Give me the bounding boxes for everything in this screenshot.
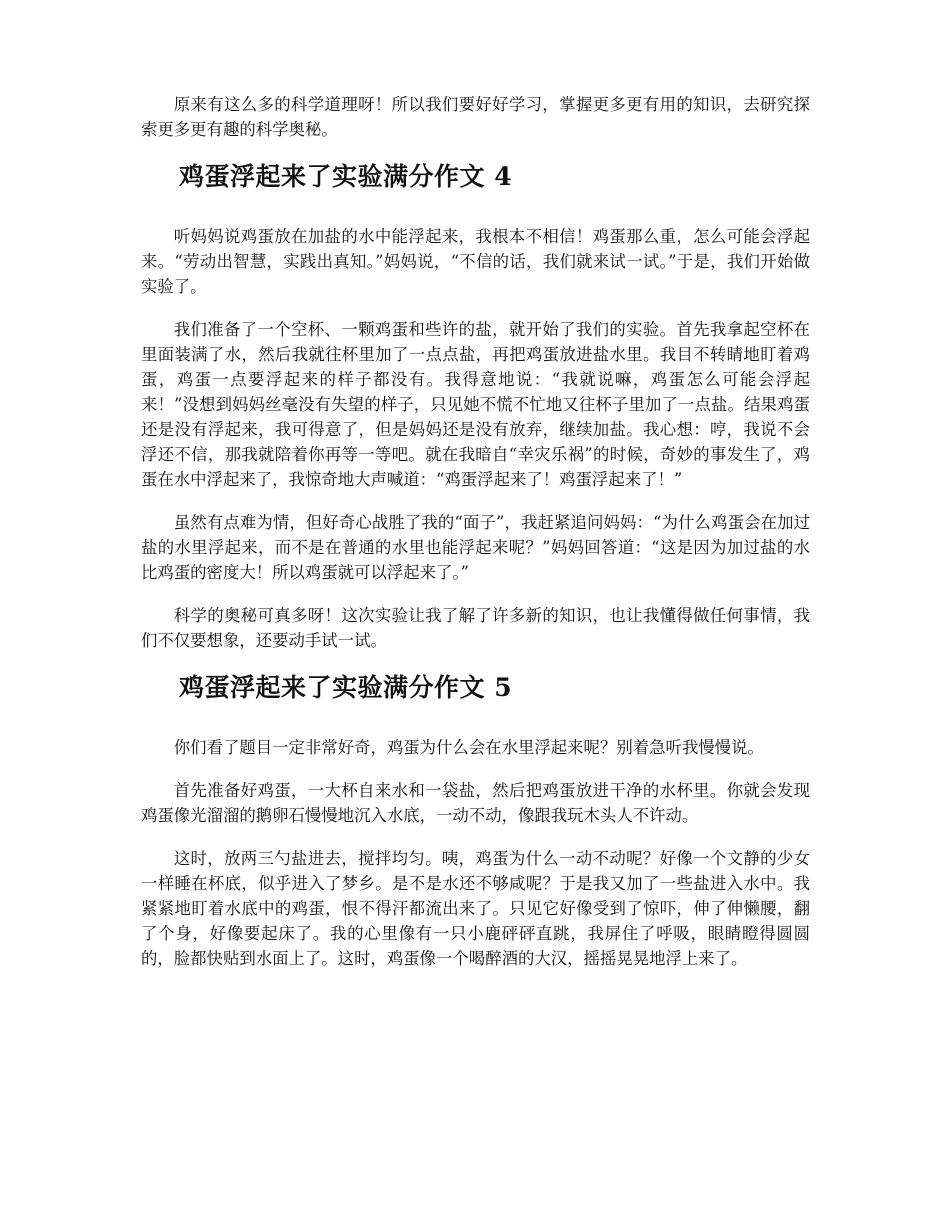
essay-5-paragraph-2: 首先准备好鸡蛋，一大杯自来水和一袋盐，然后把鸡蛋放进干净的水杯里。你就会发现鸡蛋像光溜溜的鹅卵石慢慢地沉入水底，一动不动，像跟我玩木头人不许动。 [141,781,810,825]
essay-4-paragraph-1: 听妈妈说鸡蛋放在加盐的水中能浮起来，我根本不相信！鸡蛋那么重，怎么可能会浮起来。“劳动出智慧，实践出真知。”妈妈说，“不信的话，我们就来试一试。”于是，我们开始做实验了。 [141,227,810,296]
essay-4-paragraph-4: 科学的奥秘可真多呀！这次实验让我了解了许多新的知识，也让我懂得做任何事情，我们不仅要想象，还要动手试一试。 [141,606,810,650]
section-heading-essay-5: 鸡蛋浮起来了实验满分作文 5 [179,673,513,702]
essay-5-paragraph-1: 你们看了题目一定非常好奇，鸡蛋为什么会在水里浮起来呢？别着急听我慢慢说。 [173,738,764,757]
document-page [141,92,810,989]
closing-paragraph: 原来有这么多的科学道理呀！所以我们要好好学习，掌握更多更有用的知识，去研究探索更多更有趣的科学奥秘。 [141,95,810,139]
section-heading-essay-4: 鸡蛋浮起来了实验满分作文 4 [179,162,513,191]
essay-5-paragraph-3: 这时，放两三勺盐进去，搅拌均匀。咦，鸡蛋为什么一动不动呢？好像一个文静的少女一样睡在杯底，似乎进入了梦乡。是不是水还不够咸呢？于是我又加了一些盐进入水中。我紧紧地盯着水底中的鸡蛋，恨不得汗都流出来了。只见它好像受到了惊吓，伸了伸懒腰，翻了个身，好像要起床了。我的心里像有一只小鹿砰砰直跳，我屏住了呼吸，眼睛瞪得圆圆的，脸都快贴到水面上了。这时，鸡蛋像一个喝醉酒的大汉，摇摇晃晃地浮上来了。 [141,849,810,968]
essay-4-paragraph-2: 我们准备了一个空杯、一颗鸡蛋和些许的盐，就开始了我们的实验。首先我拿起空杯在里面装满了水，然后我就往杯里加了一点点盐，再把鸡蛋放进盐水里。我目不转睛地盯着鸡蛋，鸡蛋一点要浮起来的样子都没有。我得意地说：“我就说嘛，鸡蛋怎么可能会浮起来！”没想到妈妈丝毫没有失望的样子，只见她不慌不忙地又往杯子里加了一点盐。结果鸡蛋还是没有浮起来，我可得意了，但是妈妈还是没有放弃，继续加盐。我心想：哼，我说不会浮还不信，那我就陪着你再等一等吧。就在我暗自“幸灾乐祸”的时候，奇妙的事发生了，鸡蛋在水中浮起来了，我惊奇地大声喊道：“鸡蛋浮起来了！鸡蛋浮起来了！” [141,320,810,489]
essay-4-paragraph-3: 虽然有点难为情，但好奇心战胜了我的“面子”，我赶紧追问妈妈：“为什么鸡蛋会在加过盐的水里浮起来，而不是在普通的水里也能浮起来呢？”妈妈回答道：“这是因为加过盐的水比鸡蛋的密度大！所以鸡蛋就可以浮起来了。” [141,513,810,582]
